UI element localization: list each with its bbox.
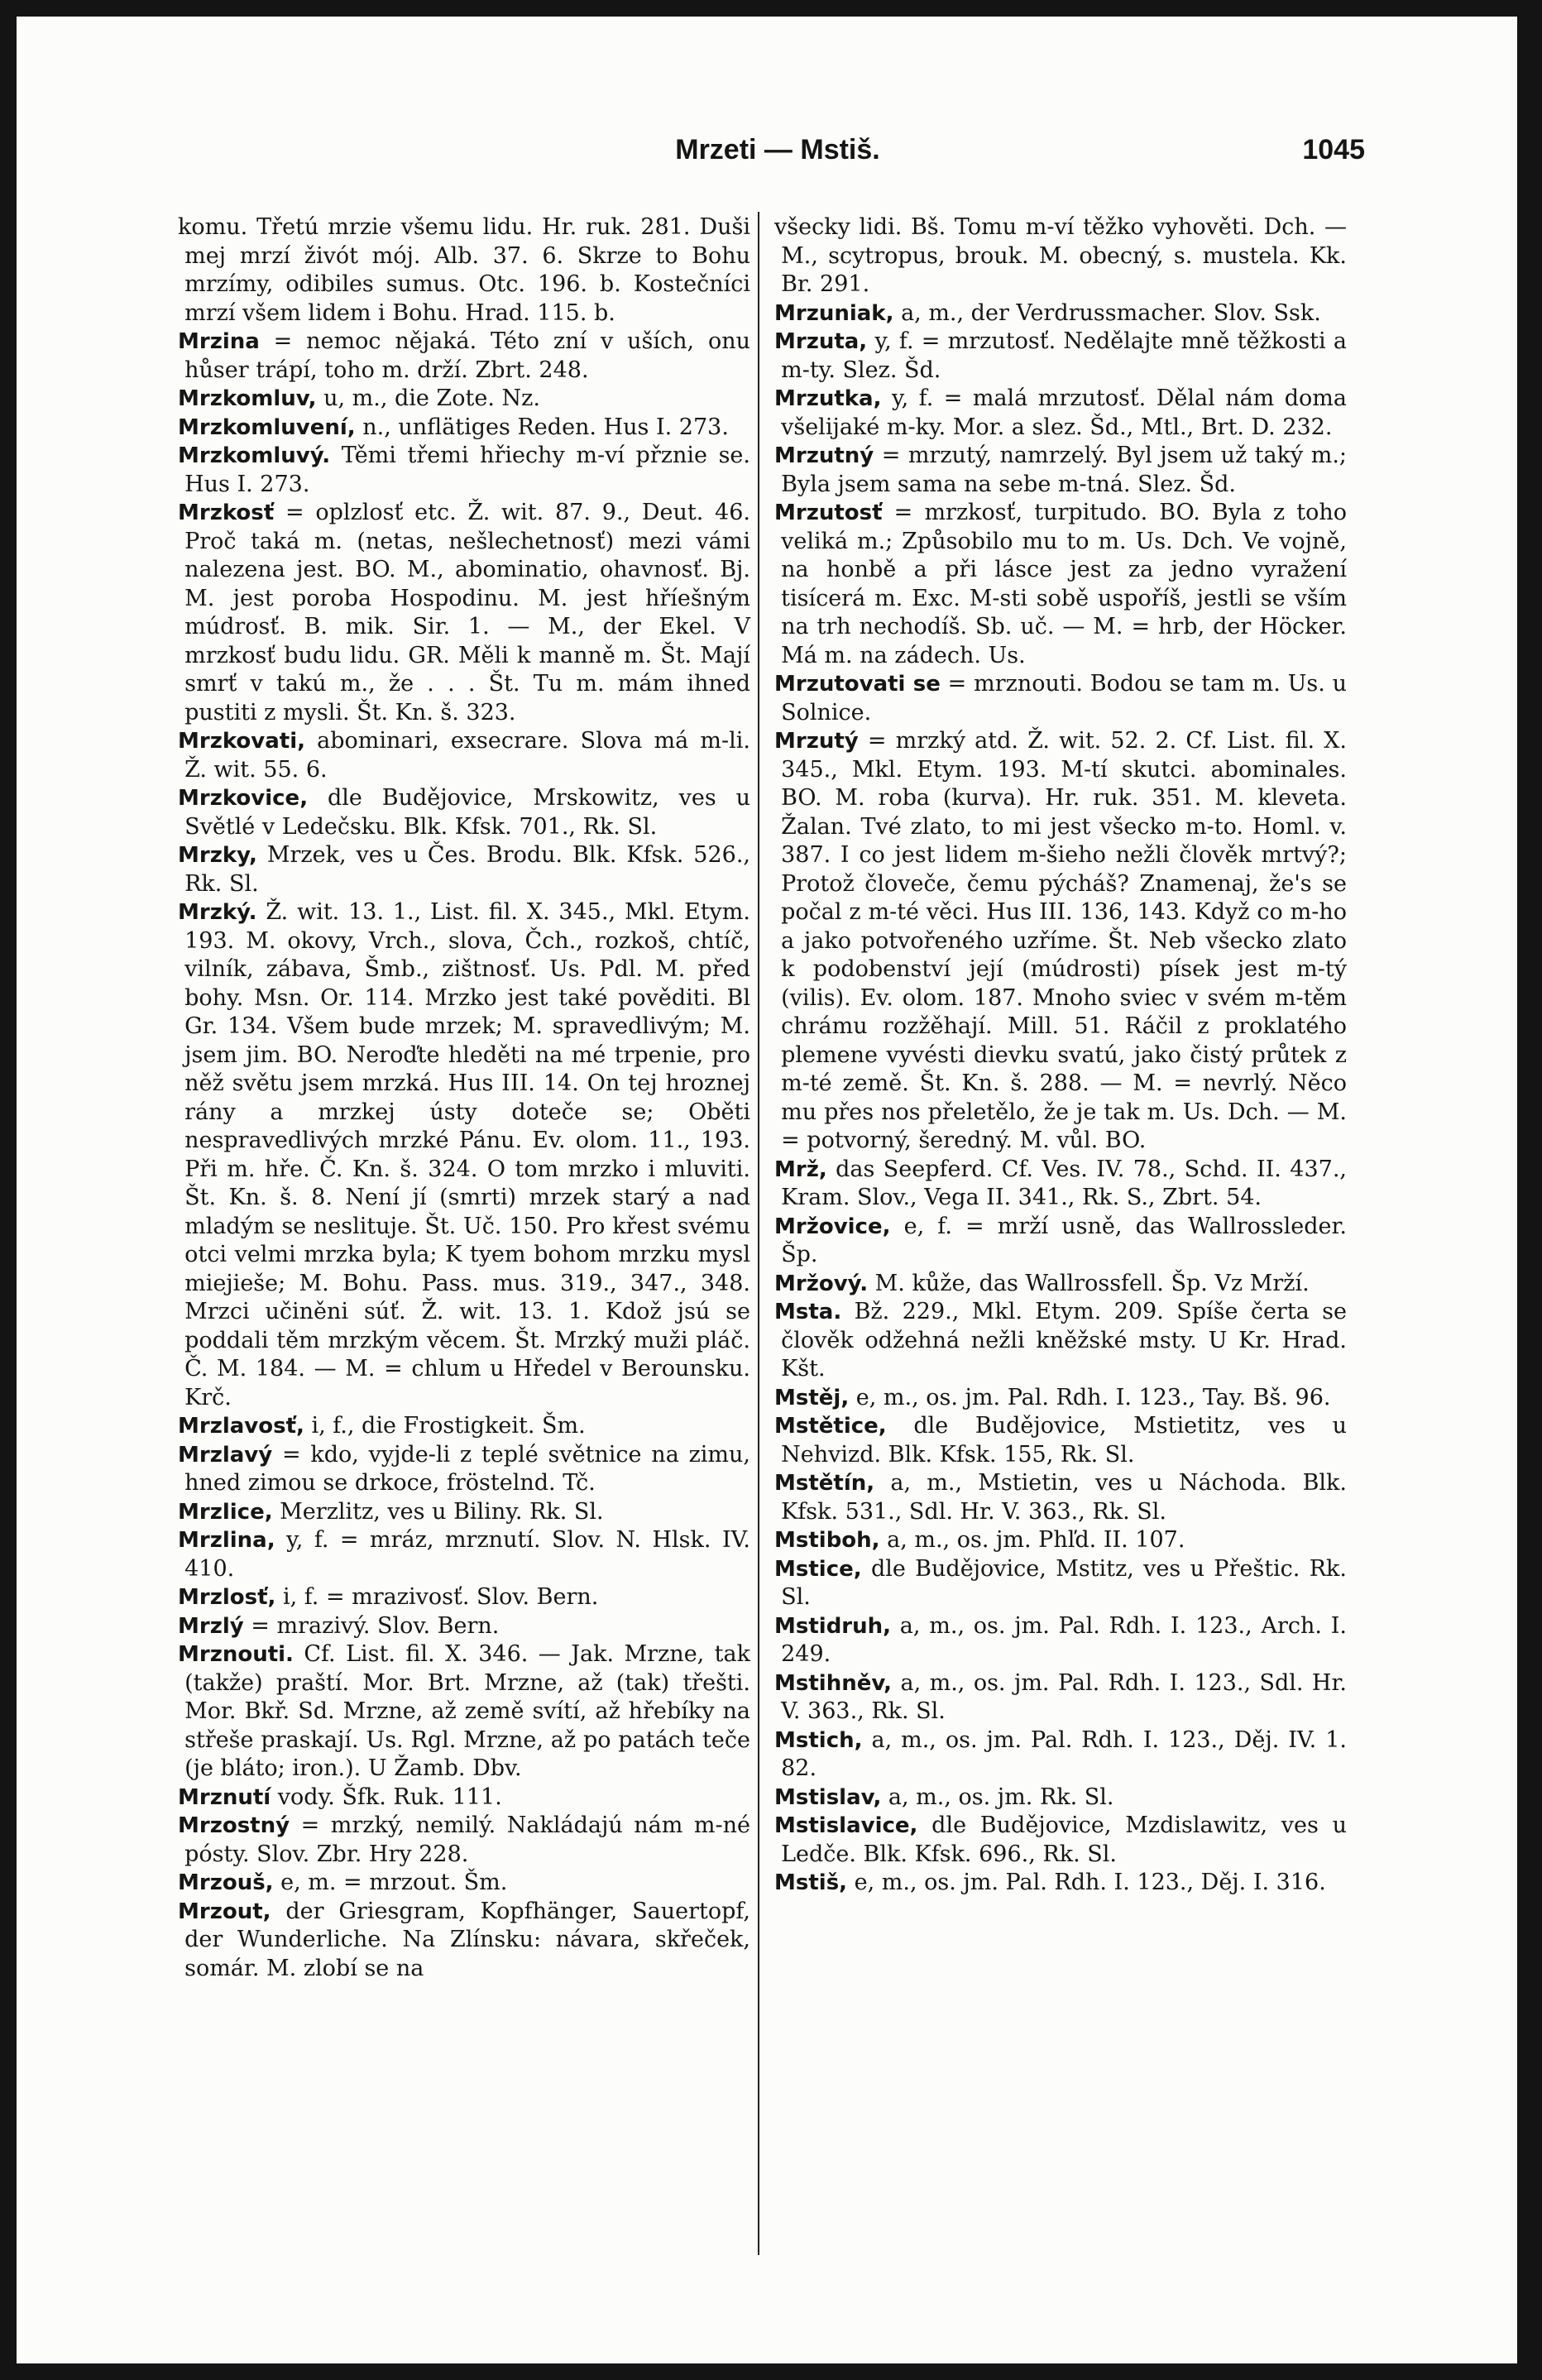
dictionary-entry <box>178 1898 750 1984</box>
dictionary-entry <box>178 727 750 784</box>
dictionary-entry <box>774 1726 1347 1784</box>
entry-text: a, m., der Verdrussmacher. Slov. Ssk. <box>893 299 1321 326</box>
entry-headword: Mstěj, <box>774 1385 850 1410</box>
entry-text: Mrzek, ves u Čes. Brodu. Blk. Kfsk. 526., Rk. Sl. <box>184 842 750 897</box>
entry-headword: Mstice, <box>774 1556 862 1582</box>
dictionary-entry <box>774 1669 1347 1726</box>
entry-headword: Mrzlosť, <box>178 1585 276 1610</box>
entry-headword: Mstihněv, <box>774 1670 893 1696</box>
entry-headword: Mrzina <box>178 329 260 354</box>
entry-headword: Mstětín, <box>774 1471 875 1496</box>
entry-text: = mrznouti. Bodou se tam m. Us. u Solnice. <box>781 671 1348 725</box>
entry-text: y, f. = malá mrzutosť. Dělal nám doma všelijaké m-ky. Mor. a slez. Šd., Mtl., Brt. D. 232. <box>781 385 1347 440</box>
dictionary-entry <box>774 442 1347 499</box>
entry-text: = mrzkosť, turpitudo. BO. Byla z toho veliká m.; Způsobilo mu to m. Us. Dch. Ve vojně, na honbě a při lásce jest za jedno vyražení tisícerá m. Exc. M-sti sobě uspoříš, jestli se vším na trh nechodíš. Sb. uč. — M. = hrb, der Höcker. Má m. na zádech. Us. <box>781 500 1347 668</box>
column-divider <box>758 212 759 2255</box>
dictionary-entry <box>178 1498 750 1527</box>
entry-text: všecky lidi. Bš. Tomu m-ví těžko vyhověti. Dch. — M., scytropus, brouk. M. obecný, s. mustela. Kk. Br. 291. <box>774 214 1347 297</box>
dictionary-entry <box>178 499 750 727</box>
entry-text: e, f. = mrží usně, das Wallrossleder. Šp. <box>781 1213 1347 1267</box>
entry-headword: Mrzkovice, <box>178 786 309 811</box>
entry-headword: Mrzutý <box>774 729 859 754</box>
entry-headword: Mrzlý <box>178 1613 244 1639</box>
running-title: Mrzeti — Mstiš. <box>675 134 880 165</box>
entry-headword: Mrzkomluv, <box>178 386 317 411</box>
entry-text: e, m., os. jm. Pal. Rdh. I. 123., Děj. I. 316. <box>847 1870 1326 1895</box>
entry-text: = nemoc nějaká. Této zní v uších, onu hůser trápí, toho m. drží. Zbrt. 248. <box>184 328 750 383</box>
entry-headword: Mrzuta, <box>774 329 868 354</box>
entry-text: i, f., die Frostigkeit. Šm. <box>304 1413 586 1439</box>
entry-headword: Mrzký. <box>178 900 257 925</box>
dictionary-entry <box>774 1612 1347 1669</box>
entry-text: der Griesgram, Kopfhänger, Sauertopf, der Wunderliche. Na Zlínsku: návara, skřeček, somár. M. zlobí se na <box>184 1898 750 1981</box>
entry-text: a, m., os. jm. Pal. Rdh. I. 123., Arch. I. 249. <box>781 1612 1347 1667</box>
entry-headword: Mrž, <box>774 1156 827 1182</box>
right-column <box>774 213 1347 2282</box>
dictionary-entry <box>774 1469 1347 1526</box>
dictionary-entry <box>774 299 1347 328</box>
entry-headword: Mstislavice, <box>774 1813 918 1838</box>
entry-text: i, f. = mrazivosť. Slov. Bern. <box>275 1584 599 1610</box>
dictionary-entry <box>178 784 750 841</box>
dictionary-entry <box>178 1640 750 1784</box>
entry-text: a, m., os. jm. Pal. Rdh. I. 123., Sdl. Hr. V. 363., Rk. Sl. <box>781 1669 1347 1724</box>
entry-headword: Mstich, <box>774 1727 863 1753</box>
dictionary-entry <box>774 1412 1347 1469</box>
entry-text: = mrzutý, namrzelý. Byl jsem už taký m.; Byla jsem sama na sebe m-tná. Slez. Šd. <box>781 443 1347 497</box>
dictionary-entry <box>774 1869 1347 1898</box>
entry-headword: Mrzout, <box>178 1899 271 1924</box>
entry-text: vody. Šfk. Ruk. 111. <box>271 1784 502 1810</box>
entry-text: a, m., os. jm. Phľd. II. 107. <box>879 1527 1185 1553</box>
entry-text: Merzlitz, ves u Biliny. Rk. Sl. <box>272 1498 604 1525</box>
dictionary-entry <box>774 727 1347 1156</box>
entry-text: = kdo, vyjde-li z teplé světnice na zimu, hned zimou se drkoce, fröstelnd. Tč. <box>184 1441 750 1496</box>
entry-text: Bž. 229., Mkl. Etym. 209. Spíše čerta se člověk odžehná nežli kněžské msty. U Kr. Hrad. Kšt. <box>781 1299 1347 1382</box>
dictionary-entry <box>178 328 750 385</box>
entry-headword: Mrznouti. <box>178 1642 294 1667</box>
page-number: 1045 <box>1302 134 1365 165</box>
dictionary-entry <box>774 213 1347 299</box>
entry-text: a, m., Mstietin, ves u Náchoda. Blk. Kfsk. 531., Sdl. Hr. V. 363., Rk. Sl. <box>781 1470 1347 1525</box>
entry-headword: Mrzky, <box>178 843 257 868</box>
entry-headword: Mrzostný <box>178 1813 290 1838</box>
entry-headword: Mrzlavosť, <box>178 1414 304 1439</box>
entry-text: = mrzký, nemilý. Nakládajú nám m-né pósty. Slov. Zbr. Hry 228. <box>184 1813 750 1867</box>
entry-text: dle Budějovice, Mstietitz, ves u Nehvizd. Blk. Kfsk. 155, Rk. Sl. <box>781 1413 1347 1468</box>
dictionary-entry <box>178 1812 750 1869</box>
entry-headword: Mržový. <box>774 1271 869 1296</box>
dictionary-entry <box>178 414 750 443</box>
entry-text: y, f. = mráz, mrznutí. Slov. N. Hlsk. IV. 410. <box>184 1527 750 1582</box>
dictionary-entry <box>774 1384 1347 1413</box>
entry-text: komu. Třetú mrzie všemu lidu. Hr. ruk. 281. Duši mej mrzí živót mój. Alb. 37. 6. Skrze to Bohu mrzímy, odibiles sumus. Otc. 196. b. Kostečníci mrzí všem lidem i Bohu. Hrad. 115. b. <box>178 214 750 326</box>
entry-headword: Mrzkomluvý. <box>178 443 331 468</box>
dictionary-entry <box>178 442 750 499</box>
entry-text: u, m., die Zote. Nz. <box>316 385 540 411</box>
entry-text: dle Budějovice, Mzdislawitz, ves u Ledče. Blk. Kfsk. 696., Rk. Sl. <box>781 1813 1347 1867</box>
entry-headword: Mrzutka, <box>774 386 882 411</box>
dictionary-entry <box>178 1869 750 1898</box>
dictionary-entry <box>774 499 1347 670</box>
entry-text: a, m., os. jm. Rk. Sl. <box>881 1784 1114 1810</box>
entry-text: = mrazivý. Slov. Bern. <box>243 1612 500 1639</box>
dictionary-entry <box>774 1812 1347 1869</box>
entry-text: M. kůže, das Wallrossfell. Šp. Vz Mrží. <box>868 1270 1310 1296</box>
entry-headword: Mrzlina, <box>178 1528 275 1553</box>
dictionary-entry <box>178 841 750 898</box>
entry-headword: Mrzlavý <box>178 1442 273 1468</box>
dictionary-entry <box>178 1784 750 1813</box>
entry-text: das Seepferd. Cf. Ves. IV. 78., Schd. II. 437., Kram. Slov., Vega II. 341., Rk. S., Zbrt. 54. <box>781 1156 1347 1210</box>
entry-headword: Mrzuniak, <box>774 300 894 326</box>
entry-headword: Mrzutovati se <box>774 672 941 697</box>
dictionary-entry <box>774 1213 1347 1270</box>
entry-headword: Mstidruh, <box>774 1613 892 1639</box>
entry-headword: Mrzutosť <box>774 500 883 525</box>
entry-text: dle Budějovice, Mstitz, ves u Přeštic. Rk. Sl. <box>781 1555 1347 1610</box>
entry-text: y, f. = mrzutosť. Nedělajte mně těžkosti a m-ty. Slez. Šd. <box>781 328 1347 383</box>
entry-headword: Mstětice, <box>774 1414 887 1439</box>
entry-headword: Mstiš, <box>774 1870 848 1895</box>
entry-text: = mrzký atd. Ž. wit. 52. 2. Cf. List. fil. X. 345., Mkl. Etym. 193. M-tí skutci. abominales. BO. M. roba (kurva). Hr. ruk. 351. M. kleveta. Žalan. Tvé zlato, to mi jest všecko m-to. Homl. v. 387. I co jest lidem m-šieho nežli člověk mrtvý?; Protož človeče, čemu pýcháš? Znamenaj, že's se počal z m-té věci. Hus III. 136, 143. Když co m-ho a jako potvořeného uzříme. Št. Neb všecko zlato k podobenství její (múdrosti) písek jest m-tý (vilis). Ev. olom. 187. Mnoho sviec v svém m-těm chrámu rozžěhají. Mill. 51. Ráčil z proklatého plemene vyvésti dievku svatú, jako čistý průtek z m-té země. Št. Kn. š. 288. — M. = nevrlý. Něco mu přes nos přeletělo, že je tak m. Us. Dch. — M. = potvorný, šeredný. M. vůl. BO. <box>781 728 1347 1153</box>
dictionary-entry <box>178 1412 750 1441</box>
entry-headword: Mrznutí <box>178 1784 271 1810</box>
entry-headword: Mstiboh, <box>774 1528 880 1553</box>
dictionary-entry <box>774 1156 1347 1213</box>
entry-headword: Mrzkovati, <box>178 729 305 754</box>
entry-text: Ž. wit. 13. 1., List. fil. X. 345., Mkl. Etym. 193. M. okovy, Vrch., slova, Čch., rozkoš, chtíč, vilník, zábava, Šmb., zištnosť. Us. Pdl. M. před bohy. Msn. Or. 114. Mrzko jest také pověditi. Bl Gr. 134. Všem bude mrzek; M. spravedlivým; M. jsem jim. BO. Neroďte hleděti na mé trpenie, pro něž světu jsem mrzká. Hus III. 14. On tej hroznej rány a mrzkej ústy doteče se; Oběti nespravedlivých mrzké Pánu. Ev. olom. 11., 193. Při m. hře. Č. Kn. š. 324. O tom mrzko i mluviti. Št. Kn. š. 8. Není jí (smrti) mrzek starý a nad mladým se neslituje. Št. Uč. 150. Pro křest svému otci velmi mrzka byla; K tyem bohom mrzku mysl miejieše; M. Bohu. Pass. mus. 319., 347., 348. Mrzci učiněni súť. Ž. wit. 13. 1. Kdož jsú se poddali těm mrzkým věcem. Št. Mrzký muži pláč. Č. M. 184. — M. = chlum u Hředel v Berounsku. Krč. <box>184 899 750 1410</box>
entry-headword: Msta. <box>774 1300 842 1324</box>
entry-text: = oplzlosť etc. Ž. wit. 87. 9., Deut. 46. Proč taká m. (netas, nešlechetnosť) mezi vámi nalezena jest. BO. M., abominatio, ohavnosť. Bj. M. jest poroba Hospodinu. M. jest hříešným múdrosť. B. mik. Sir. 1. — M., der Ekel. V mrzkosť budu lidu. GR. Měli k manně m. Št. Mají smrť v takú m., že . . . Št. Tu m. mám ihned pustiti z mysli. Št. Kn. š. 323. <box>184 500 750 725</box>
dictionary-entry <box>774 385 1347 442</box>
dictionary-entry <box>774 1526 1347 1555</box>
entry-headword: Mrzkomluvení, <box>178 414 356 440</box>
entry-text: e, m. = mrzout. Šm. <box>273 1870 508 1895</box>
dictionary-entry <box>178 898 750 1412</box>
dictionary-entry <box>178 385 750 414</box>
entry-text: abominari, exsecrare. Slova má m-li. Ž. wit. 55. 6. <box>184 728 750 783</box>
entry-headword: Mrzkosť <box>178 500 275 525</box>
entry-text: a, m., os. jm. Pal. Rdh. I. 123., Děj. IV. 1. 82. <box>781 1726 1347 1781</box>
entry-headword: Mrzutný <box>774 443 874 468</box>
dictionary-entry <box>178 1583 750 1612</box>
dictionary-entry <box>774 1298 1347 1384</box>
dictionary-entry <box>178 1612 750 1641</box>
entry-text: n., unflätiges Reden. Hus I. 273. <box>355 414 729 440</box>
entry-headword: Mrzouš, <box>178 1870 274 1895</box>
entry-headword: Mržovice, <box>774 1214 891 1239</box>
dictionary-entry <box>774 1555 1347 1612</box>
dictionary-entry <box>774 328 1347 385</box>
entry-headword: Mrzlice, <box>178 1499 273 1525</box>
dictionary-entry <box>774 1270 1347 1299</box>
dictionary-entry <box>178 213 750 328</box>
entry-text: e, m., os. jm. Pal. Rdh. I. 123., Tay. Bš. 96. <box>849 1384 1331 1410</box>
entry-headword: Mstislav, <box>774 1784 882 1810</box>
dictionary-page <box>17 17 1517 2363</box>
left-column <box>178 213 750 2282</box>
dictionary-entry <box>178 1441 750 1498</box>
entry-text: dle Budějovice, Mrskowitz, ves u Světlé v Ledečsku. Blk. Kfsk. 701., Rk. Sl. <box>184 785 750 840</box>
dictionary-entry <box>178 1526 750 1583</box>
page-header <box>190 134 1365 175</box>
entry-text: Těmi třemi hřiechy m-ví přznie se. Hus I. 273. <box>184 443 750 497</box>
entry-text: Cf. List. fil. X. 346. — Jak. Mrzne, tak (takže) praští. Mor. Brt. Mrzne, až (tak) třešti. Mor. Bkř. Sd. Mrzne, až země svítí, až hřebíky na střeše praskají. Us. Rgl. Mrzne, až po patách teče (je bláto; iron.). U Žamb. Dbv. <box>184 1641 750 1781</box>
dictionary-entry <box>774 670 1347 727</box>
dictionary-entry <box>774 1784 1347 1813</box>
